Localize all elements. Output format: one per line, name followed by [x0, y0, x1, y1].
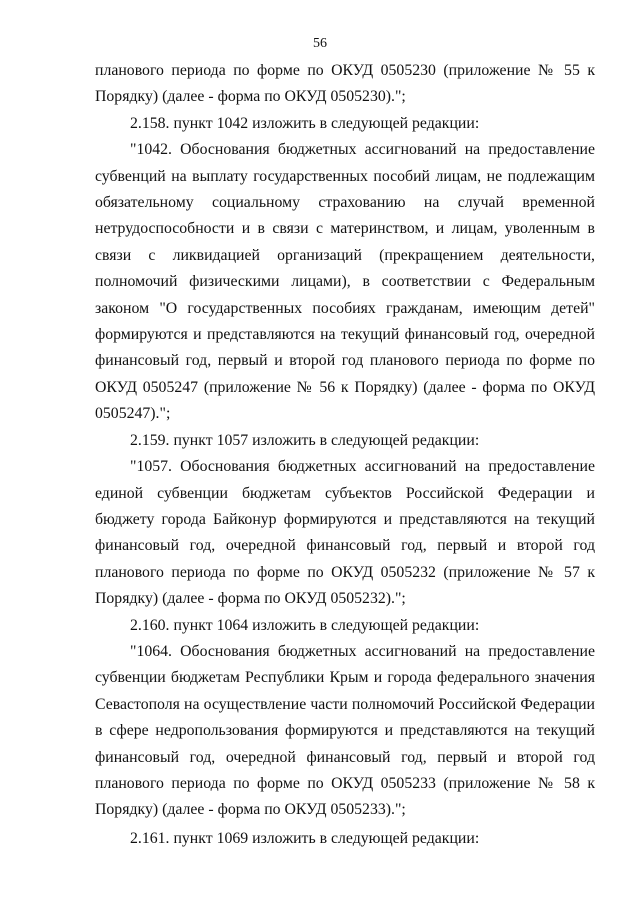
paragraph-item-2-160: 2.160. пункт 1064 изложить в следующей редакции:	[130, 616, 480, 634]
paragraph-quote-1042: "1042. Обоснования бюджетных ассигнований на предоставление субвенций на выплату государственных пособий лицам, не подлежащим обязательному социальному страхованию на случай временной нетрудоспособности и в связи с материнством, и лицам, уволенным в связи с ликвидацией организаций (прекращением деятельности, полномочий физическими лицами), в соответствии с Федеральным законом "О государственных пособиях гражданам, имеющим детей" формируются и представляются на текущий финансовый год, очередной финансовый год, первый и второй год планового периода по форме по ОКУД 0505247 (приложение № 56 к Порядку) (далее - форма по ОКУД 0505247).";	[95, 141, 595, 423]
paragraph-quote-1064: "1064. Обоснования бюджетных ассигнований на предоставление субвенции бюджетам Республики Крым и города федерального значения Севастополя на осуществление части полномочий Российской Федерации в сфере недропользования формируются и представляются на текущий финансовый год, очередной финансовый год, первый и второй год планового периода по форме по ОКУД 0505233 (приложение № 58 к Порядку) (далее - форма по ОКУД 0505233).";	[95, 642, 595, 819]
document-body	[95, 58, 595, 852]
paragraph-item-2-159: 2.159. пункт 1057 изложить в следующей редакции:	[130, 431, 480, 449]
page-number: 56	[313, 36, 327, 51]
paragraph-item-2-158: 2.158. пункт 1042 изложить в следующей редакции:	[130, 114, 480, 132]
paragraph-item-2-161: 2.161. пункт 1069 изложить в следующей редакции:	[130, 829, 480, 847]
paragraph-continuation: планового периода по форме по ОКУД 0505230 (приложение № 55 к Порядку) (далее - форма по ОКУД 0505230).";	[95, 62, 595, 106]
paragraph-quote-1057: "1057. Обоснования бюджетных ассигнований на предоставление единой субвенции бюджетам субъектов Российской Федерации и бюджету города Байконур формируются и представляются на текущий финансовый год, очередной финансовый год, первый и второй год планового периода по форме по ОКУД 0505232 (приложение № 57 к Порядку) (далее - форма по ОКУД 0505232).";	[95, 458, 595, 608]
